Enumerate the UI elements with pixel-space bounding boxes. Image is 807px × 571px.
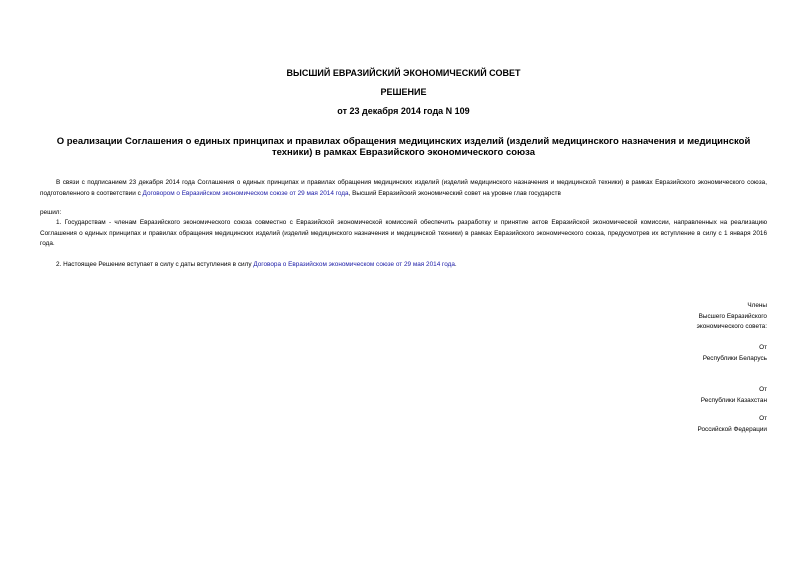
signature-line: Члены (747, 302, 767, 309)
resolved-label: решил: (40, 209, 62, 216)
signature-line: Республики Казахстан (700, 396, 767, 404)
signatory-belarus (703, 343, 767, 364)
treaty-link-item-2[interactable]: Договора о Евразийском экономическом союзе от 29 мая 2014 года (253, 261, 455, 268)
document-title: О реализации Соглашения о единых принципах и правилах обращения медицинских изделий (изделий медицинского назначения и медицинской техники) в рамках Евразийского экономического союза (56, 136, 751, 158)
signature-line: Российской Федерации (697, 425, 767, 433)
signature-line: От (759, 415, 767, 422)
signature-line: От (759, 344, 767, 351)
signature-line: Республики Беларусь (702, 354, 767, 362)
intro-paragraph (40, 178, 767, 199)
signatory-kazakhstan (701, 385, 767, 406)
signature-line: экономического совета: (696, 323, 767, 330)
signature-line: От (759, 386, 767, 393)
treaty-link-intro[interactable]: Договором о Евразийском экономическом союзе от 29 мая 2014 года (142, 189, 349, 197)
item-2-text-before: 2. Настоящее Решение вступает в силу с даты вступления в силу (56, 261, 254, 268)
item-1-paragraph: 1. Государствам - членам Евразийского экономического союза совместно с Евразийской экономической комиссией обеспечить разработку и принятие актов Евразийской экономической комиссии, направленных на реализацию Соглашения о единых принципах и правилах обращения медицинских изделий (изделий медицинского назначения и медицинской техники) в рамках Евразийского экономического союза, предусмотрев их вступление в силу с 1 января 2016 года. (40, 219, 767, 247)
intro-text-before: В связи с подписанием 23 декабря 2014 года Соглашения о единых принципах и правилах обращения медицинских изделий (изделий медицинского назначения и медицинской техники) в рамках Евразийского экономического союза, подготовленного в соответствии с (40, 179, 767, 197)
council-heading: ВЫСШИЙ ЕВРАЗИЙСКИЙ ЭКОНОМИЧЕСКИЙ СОВЕТ (286, 68, 521, 78)
signatories-header (697, 301, 767, 333)
intro-text-after: , Высший Евразийский экономический совет на уровне глав государств (348, 189, 561, 197)
decision-heading: РЕШЕНИЕ (380, 87, 427, 97)
item-2-text-after: . (454, 261, 457, 268)
signatory-russia (698, 414, 768, 435)
decision-date: от 23 декабря 2014 года N 109 (337, 106, 470, 116)
item-2-paragraph (40, 260, 767, 271)
signature-line: Высшего Евразийского (698, 312, 767, 320)
